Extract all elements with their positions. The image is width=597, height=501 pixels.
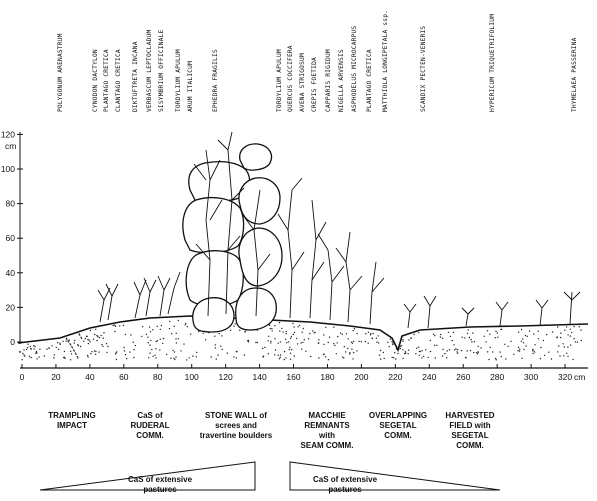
species-label: MATTHIOLA LONGIPETALA ssp. (382, 9, 389, 112)
x-tick-label: 280 (490, 372, 505, 382)
wedge-label: pastures (143, 485, 177, 494)
x-axis-unit: cm (574, 372, 586, 382)
x-tick-label: 200 (354, 372, 369, 382)
species-label: CREPIS FOETIDA (311, 57, 318, 112)
zone-label: SEGETAL (451, 431, 489, 440)
species-label: ASPHODELUS MICROCARPUS (351, 25, 358, 112)
x-tick-label: 80 (153, 372, 163, 382)
species-label: CYNODON DACTYLON (92, 49, 99, 112)
zone-label: TRAMPLING (48, 411, 96, 420)
species-label: PLANTAGO CRETICA (103, 49, 110, 112)
y-tick-label: 100 (0, 164, 15, 174)
y-tick-label: 20 (5, 302, 15, 313)
zone-label: COMM. (384, 431, 412, 440)
zone-label: CaS of (137, 411, 163, 420)
species-label: SISYMBRIUM OFFICINALE (158, 29, 165, 112)
zone-label: OVERLAPPING (368, 411, 428, 420)
x-tick-label: 180 (320, 372, 335, 382)
pasture-wedges (40, 462, 500, 490)
x-tick-label: 60 (119, 372, 129, 382)
zone-labels (48, 411, 495, 450)
x-tick-label: 140 (252, 372, 267, 382)
species-label: POLYGONUM ARENASTRUM (57, 33, 64, 112)
pasture-wedge-labels (128, 475, 378, 494)
y-axis (1, 129, 23, 347)
zone-label: IMPACT (56, 421, 88, 430)
stone-wall (183, 144, 282, 332)
species-labels (57, 10, 578, 112)
zone-label: COMM. (136, 431, 164, 440)
species-label: NIGELLA ARVENSIS (338, 49, 345, 112)
x-tick-label: 40 (85, 372, 95, 382)
x-tick-label: 260 (456, 372, 471, 382)
species-label: TORDYLIUM APULUM (276, 49, 283, 112)
y-tick-label: 60 (5, 233, 15, 244)
zone-label: RUDERAL (130, 421, 170, 430)
x-tick-label: 120 (218, 372, 233, 382)
species-label: THYMELAEA PASSERINA (571, 37, 578, 112)
species-label: AVENA STRIGOSUM (299, 53, 306, 112)
x-tick-label: 20 (51, 372, 61, 382)
x-axis (20, 364, 588, 382)
wedge-label: pastures (328, 485, 362, 494)
species-label: CLANTAGO CRETICA (115, 49, 122, 112)
zone-label: FIELD with (449, 421, 491, 430)
x-tick-label: 320 (557, 372, 573, 382)
x-tick-label: 0 (19, 372, 25, 382)
species-label: PLANTAGO CRETICA (366, 49, 373, 112)
x-tick-label: 220 (388, 372, 403, 382)
zone-label: COMM. (456, 441, 484, 450)
x-tick-label: 300 (524, 372, 539, 382)
zone-label: SEGETAL (379, 421, 417, 430)
zone-label: MACCHIE (308, 411, 346, 420)
species-label: HYPERICUM TRIQUETRIFOLIUM (489, 13, 496, 112)
ground-profile (18, 316, 588, 361)
species-label: EPHEDRA FRAGILIS (212, 49, 219, 112)
species-label: TORDYLIUM APULUM (175, 49, 182, 112)
y-tick-label: 40 (5, 267, 15, 278)
zone-label: with (319, 431, 335, 440)
species-label: VERBASCUM LEPTOCLADUM (146, 29, 153, 112)
zone-label: REMNANTS (304, 421, 350, 430)
zone-label: HARVESTED (445, 411, 495, 420)
zone-label: travertine boulders (199, 431, 273, 440)
species-label: CAPPARIS RIGIDUM (325, 49, 332, 112)
species-label: DIKTUFTRETA INCANA (132, 41, 139, 112)
zone-label: screes and (215, 421, 257, 430)
species-label: QUERCUS COCCIFERA (287, 45, 294, 112)
y-axis-unit: cm (5, 141, 17, 151)
x-tick-label: 240 (422, 372, 437, 382)
zone-label: STONE WALL of (205, 411, 267, 420)
species-label: ARUM ITALICUM (187, 60, 194, 112)
x-tick-label: 100 (184, 372, 199, 382)
y-tick-label: 0 (10, 337, 15, 347)
wedge-label: CaS of extensive (312, 475, 378, 484)
wedge-label: CaS of extensive (127, 475, 193, 484)
y-tick-label: 120 (0, 129, 15, 140)
species-label: SCANDIX PECTEN-VENERIS (420, 25, 427, 112)
vegetation (98, 132, 580, 328)
zone-label: SEAM COMM. (300, 441, 354, 450)
y-tick-label: 80 (5, 198, 15, 209)
x-tick-label: 160 (286, 372, 301, 382)
